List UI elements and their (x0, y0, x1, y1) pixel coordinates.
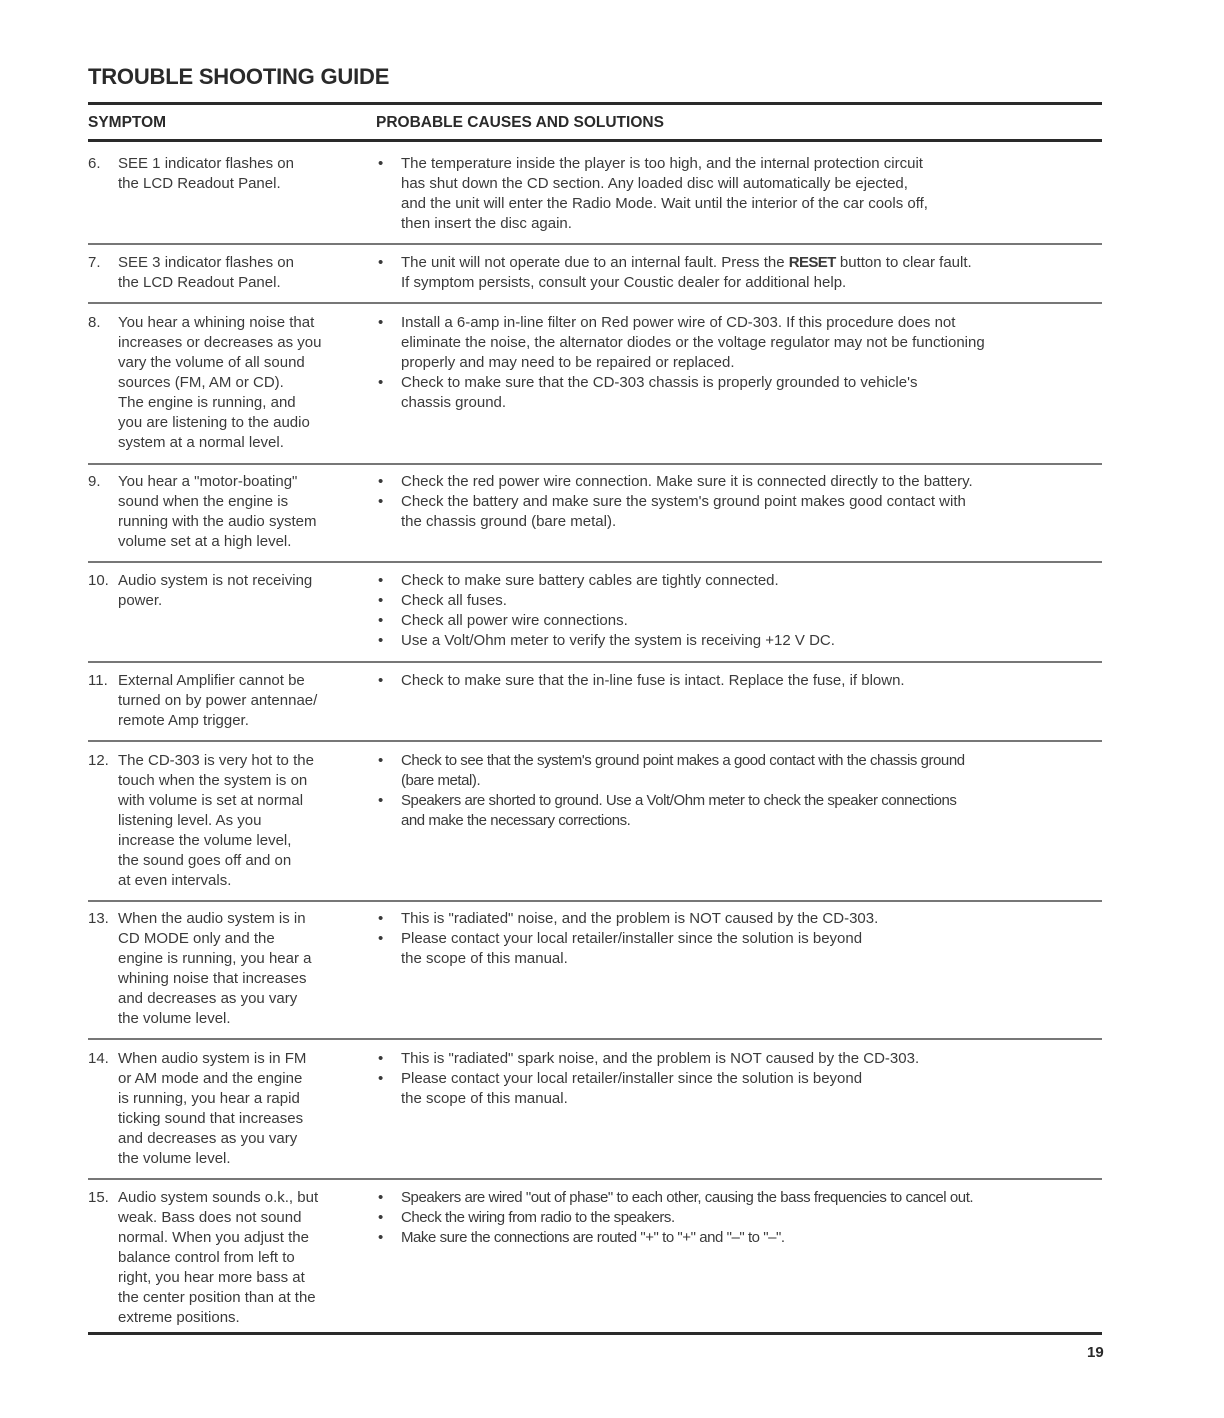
cause-item (378, 751, 1102, 791)
row-divider (88, 243, 1102, 245)
bullet-icon: • (378, 752, 383, 769)
symptom-text: SEE 3 indicator flashes on the LCD Readout Panel. (118, 254, 294, 291)
symptom-text: When the audio system is in CD MODE only and the engine is running, you hear a whining noise that increases and decreases as you vary the volume level. (118, 910, 312, 1027)
cause-text: Please contact your local retailer/installer since the solution is beyond the scope of this manual. (401, 930, 863, 967)
cause-item (378, 1188, 1102, 1208)
cause-list (378, 751, 1102, 831)
row-number: 15. (88, 1189, 109, 1206)
cause-list (378, 1049, 1102, 1109)
cause-list (378, 472, 1102, 532)
cause-text: This is "radiated" noise, and the problem is NOT caused by the CD-303. (401, 910, 879, 927)
cause-text-before: The unit will not operate due to an internal fault. Press the (401, 254, 789, 271)
cause-text: Speakers are shorted to ground. Use a Volt/Ohm meter to check the speaker connections and make the necessary corrections. (401, 792, 957, 829)
row-number: 7. (88, 254, 101, 271)
bullet-icon: • (378, 930, 384, 947)
cause-item (378, 929, 1102, 969)
cause-text: Make sure the connections are routed "+" to "+" and "–" to "–". (401, 1229, 785, 1246)
symptom-text: External Amplifier cannot be turned on by power antennae/ remote Amp trigger. (118, 672, 318, 729)
cause-item (378, 313, 1102, 373)
symptom-text: Audio system sounds o.k., but weak. Bass does not sound normal. When you adjust the balance control from left to right, you hear more bass at the center position than at the extreme positions. (118, 1189, 319, 1326)
cause-item (378, 611, 1102, 631)
cause-item (378, 631, 1102, 651)
cause-item (378, 373, 1102, 413)
cause-text (401, 254, 972, 291)
bullet-icon: • (378, 572, 384, 589)
cause-item (378, 591, 1102, 611)
symptom-column-header: SYMPTOM (88, 114, 167, 131)
cause-item (378, 253, 1102, 293)
cause-text: Check to make sure that the in-line fuse is intact. Replace the fuse, if blown. (401, 672, 905, 689)
row-number: 10. (88, 572, 109, 589)
reset-keyword: RESET (788, 254, 836, 271)
row-number: 12. (88, 752, 109, 769)
row-number: 6. (88, 155, 101, 172)
table-bottom-rule (88, 1332, 1102, 1335)
cause-text: Please contact your local retailer/installer since the solution is beyond the scope of this manual. (401, 1070, 863, 1107)
cause-list (378, 253, 1102, 293)
cause-text: Check all power wire connections. (401, 612, 628, 629)
title-rule (88, 102, 1102, 105)
row-divider (88, 900, 1102, 902)
row-number: 14. (88, 1050, 109, 1067)
page-title: TROUBLE SHOOTING GUIDE (88, 64, 390, 89)
bullet-icon: • (378, 374, 384, 391)
row-divider (88, 561, 1102, 563)
cause-item (378, 909, 1102, 929)
cause-item (378, 154, 1102, 234)
cause-item (378, 1049, 1102, 1069)
cause-text: Check to make sure that the CD-303 chassis is properly grounded to vehicle's chassis ground. (401, 374, 918, 411)
bullet-icon: • (378, 792, 383, 809)
row-divider (88, 1038, 1102, 1040)
cause-text: Use a Volt/Ohm meter to verify the system is receiving +12 V DC. (401, 632, 835, 649)
cause-item (378, 1208, 1102, 1228)
symptom-text: You hear a whining noise that increases or decreases as you vary the volume of all sound sources (FM, AM or CD). The engine is running, and you are listening to the audio system at a normal level. (118, 314, 322, 451)
bullet-icon: • (378, 672, 384, 689)
row-number: 9. (88, 473, 101, 490)
page-number: 19 (1087, 1344, 1104, 1361)
bullet-icon: • (378, 473, 384, 490)
cause-text: Check the red power wire connection. Make sure it is connected directly to the battery. (401, 473, 973, 490)
bullet-icon: • (378, 1070, 384, 1087)
cause-item (378, 492, 1102, 532)
cause-text: This is "radiated" spark noise, and the problem is NOT caused by the CD-303. (401, 1050, 920, 1067)
row-divider (88, 463, 1102, 465)
bullet-icon: • (378, 632, 384, 649)
symptom-text: The CD-303 is very hot to the touch when the system is on with volume is set at normal listening level. As you increase the volume level, the sound goes off and on at even intervals. (118, 752, 314, 889)
cause-text: The temperature inside the player is too high, and the internal protection circuit has shut down the CD section. Any loaded disc will automatically be ejected, and the unit will enter the Radio Mode. Wait until the interior of the car cools off, then insert the disc again. (401, 155, 928, 232)
cause-text: Install a 6-amp in-line filter on Red power wire of CD-303. If this procedure does not eliminate the noise, the alternator diodes or the voltage regulator may not be functioning properly and may need to be repaired or replaced. (401, 314, 985, 371)
row-divider (88, 302, 1102, 304)
cause-list (378, 909, 1102, 969)
bullet-icon: • (378, 910, 384, 927)
cause-list (378, 571, 1102, 651)
cause-text: Check to see that the system's ground point makes a good contact with the chassis ground (bare metal). (401, 752, 965, 789)
cause-list (378, 671, 1102, 691)
bullet-icon: • (378, 1189, 383, 1206)
symptom-text: SEE 1 indicator flashes on the LCD Readout Panel. (118, 155, 294, 192)
bullet-icon: • (378, 612, 384, 629)
cause-item (378, 571, 1102, 591)
causes-column-header: PROBABLE CAUSES AND SOLUTIONS (376, 114, 664, 131)
bullet-icon: • (378, 1050, 384, 1067)
symptom-text: You hear a "motor-boating" sound when the engine is running with the audio system volume set at a high level. (118, 473, 317, 550)
bullet-icon: • (378, 1209, 383, 1226)
cause-item (378, 671, 1102, 691)
row-divider (88, 1178, 1102, 1180)
row-divider (88, 661, 1102, 663)
bullet-icon: • (378, 1229, 383, 1246)
row-number: 13. (88, 910, 109, 927)
cause-text: Speakers are wired "out of phase" to each other, causing the bass frequencies to cancel out. (401, 1189, 974, 1206)
cause-item (378, 1069, 1102, 1109)
cause-list (378, 154, 1102, 234)
symptom-text: Audio system is not receiving power. (118, 572, 313, 609)
row-number: 11. (88, 672, 108, 689)
bullet-icon: • (378, 155, 384, 172)
bullet-icon: • (378, 592, 384, 609)
cause-item (378, 791, 1102, 831)
cause-item (378, 472, 1102, 492)
cause-text-after: button to clear fault. If symptom persists, consult your Coustic dealer for additional help. (401, 254, 972, 291)
cause-text: Check all fuses. (401, 592, 507, 609)
cause-text: Check the battery and make sure the system's ground point makes good contact with the chassis ground (bare metal). (401, 493, 966, 530)
symptom-text: When audio system is in FM or AM mode and the engine is running, you hear a rapid ticking sound that increases and decreases as you vary the volume level. (118, 1050, 307, 1167)
cause-text: Check the wiring from radio to the speakers. (401, 1209, 675, 1226)
row-number: 8. (88, 314, 101, 331)
cause-text: Check to make sure battery cables are tightly connected. (401, 572, 779, 589)
row-divider (88, 740, 1102, 742)
bullet-icon: • (378, 314, 384, 331)
table-header (88, 114, 1102, 134)
cause-item (378, 1228, 1102, 1248)
header-rule (88, 139, 1102, 142)
cause-list (378, 313, 1102, 413)
bullet-icon: • (378, 493, 384, 510)
cause-list (378, 1188, 1102, 1248)
bullet-icon: • (378, 254, 384, 271)
